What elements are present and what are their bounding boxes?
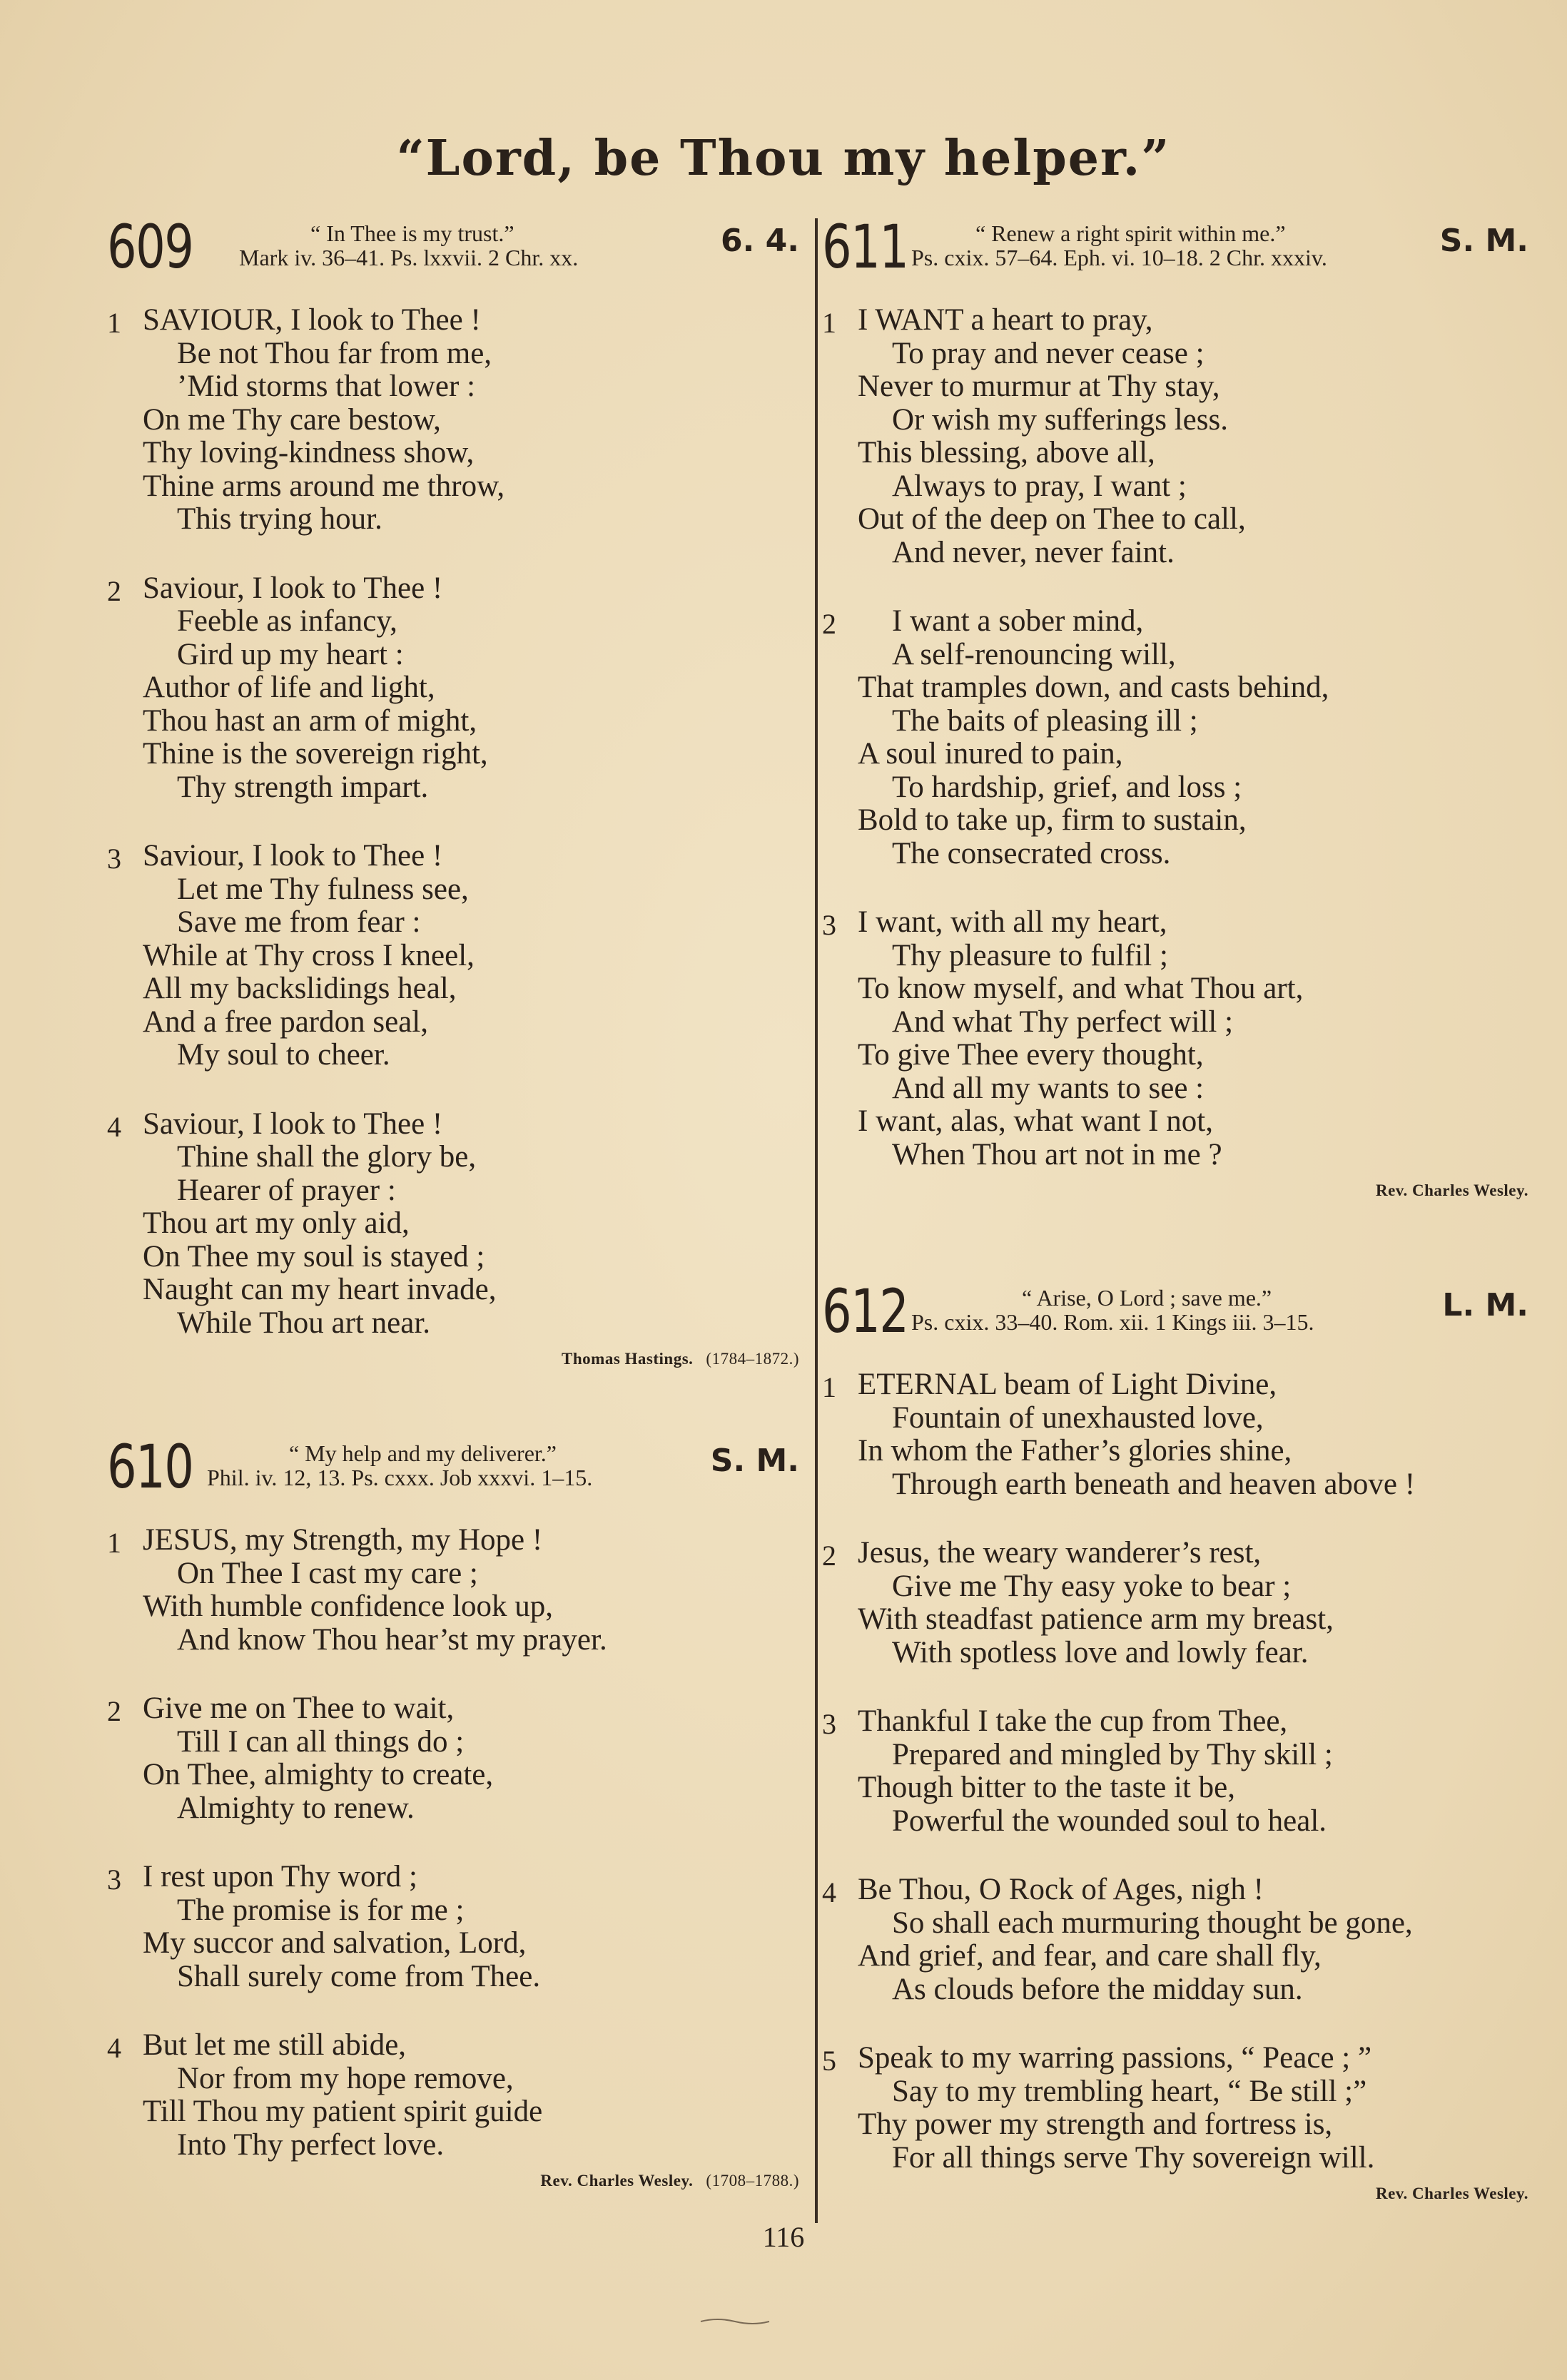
verse-line: Bold to take up, firm to sustain, — [858, 803, 1247, 837]
hymn-number: 612 — [822, 1276, 908, 1346]
hymn-author — [822, 1181, 1528, 1200]
verse-line: I want, with all my heart, — [858, 905, 1167, 939]
stanza — [107, 1108, 799, 1341]
hymn-number: 609 — [107, 212, 193, 282]
page-number: 116 — [762, 2221, 805, 2253]
stanza-number: 1 — [107, 1527, 121, 1559]
verse-line: While Thou art near. — [177, 1306, 431, 1340]
verse-line: Into Thy perfect love. — [177, 2127, 445, 2162]
scripture-references: Mark iv. 36–41. Ps. lxxvii. 2 Chr. xx. — [239, 245, 579, 270]
stanza — [107, 572, 799, 805]
hymn-meter: S. M. — [710, 1443, 799, 1479]
stanza-number: 3 — [107, 1863, 121, 1896]
hymn-motto: “ In Thee is my trust.” — [310, 220, 514, 246]
verse-line: While at Thy cross I kneel, — [143, 938, 475, 972]
verse-line: A soul inured to pain, — [858, 737, 1123, 771]
verse-line: Till I can all things do ; — [177, 1724, 465, 1759]
verse-line: To know myself, and what Thou art, — [858, 972, 1304, 1005]
running-title: “Lord, be Thou my helper.” — [396, 130, 1171, 187]
verse-line: Let me Thy fulness see, — [177, 872, 469, 906]
verse-line: Or wish my sufferings less. — [892, 402, 1228, 437]
stanza-number: 2 — [822, 1540, 836, 1572]
hymn-meter: 6. 4. — [721, 223, 799, 259]
stanza-number: 5 — [822, 2045, 836, 2077]
verse-line: Give me on Thee to wait, — [143, 1692, 455, 1725]
verse-line: A self-renouncing will, — [892, 637, 1176, 671]
hymn-number: 610 — [107, 1432, 193, 1502]
stanza — [822, 1705, 1528, 1838]
verse-line: I WANT a heart to pray, — [858, 303, 1153, 337]
verse-line: Hearer of prayer : — [177, 1173, 396, 1207]
verse-line: I want a sober mind, — [892, 604, 1144, 638]
scripture-references: Ps. cxix. 57–64. Eph. vi. 10–18. 2 Chr. xxxiv. — [911, 245, 1327, 270]
verse-line: Saviour, I look to Thee ! — [143, 1107, 443, 1141]
verse-line: ’Mid storms that lower : — [177, 370, 476, 403]
scripture-references: Phil. iv. 12, 13. Ps. cxxx. Job xxxvi. 1–15. — [207, 1465, 593, 1490]
verse-line: All my backslidings heal, — [143, 972, 457, 1005]
verse-line: For all things serve Thy sovereign will. — [892, 2140, 1375, 2175]
verse-line: Be Thou, O Rock of Ages, nigh ! — [858, 1873, 1264, 1906]
verse-line: My succor and salvation, Lord, — [143, 1926, 527, 1960]
stanza-number: 1 — [822, 1371, 836, 1403]
left-column — [107, 214, 799, 2190]
hymn-609 — [107, 214, 799, 1368]
verse-line: With steadfast patience arm my breast, — [858, 1602, 1334, 1636]
verse-line: Author of life and light, — [143, 671, 435, 704]
verse-line: Saviour, I look to Thee ! — [143, 839, 443, 873]
verse-line: Thy loving-kindness show, — [143, 436, 475, 469]
stanza-number: 1 — [107, 307, 121, 339]
verse-line: Gird up my heart : — [177, 637, 404, 671]
stanza — [107, 1524, 799, 1657]
hymn-610 — [107, 1434, 799, 2190]
verse-line: Thou art my only aid, — [143, 1206, 410, 1240]
verse-line: Thine arms around me throw, — [143, 469, 505, 503]
hymn-header — [107, 212, 799, 282]
hymn-meter: S. M. — [1439, 223, 1528, 259]
stanza — [822, 1537, 1528, 1669]
verse-line: Nor from my hope remove, — [177, 2061, 514, 2095]
verse-line: This trying hour. — [177, 502, 382, 536]
verse-line: On me Thy care bestow, — [143, 402, 441, 437]
verse-line: Saviour, I look to Thee ! — [143, 571, 443, 605]
verse-line: Through earth beneath and heaven above ! — [892, 1467, 1416, 1501]
hymn-611 — [822, 214, 1528, 1200]
stanza-number: 2 — [107, 1695, 121, 1727]
stanza-number: 4 — [107, 1110, 121, 1143]
stanza-number: 4 — [822, 1876, 836, 1908]
verse-line: ETERNAL beam of Light Divine, — [858, 1368, 1277, 1401]
hymn-meter: L. M. — [1442, 1287, 1528, 1323]
verse-line: Out of the deep on Thee to call, — [858, 502, 1246, 536]
stanza-number: 3 — [822, 909, 836, 941]
stanza — [822, 906, 1528, 1171]
right-column — [822, 214, 1528, 2203]
stanza — [107, 840, 799, 1072]
verse-line: On Thee, almighty to create, — [143, 1758, 494, 1791]
stanza — [822, 1873, 1528, 2006]
verse-line: Thy strength impart. — [177, 770, 429, 804]
author-name: Rev. Charles Wesley. — [540, 2172, 694, 2190]
stanza — [822, 304, 1528, 569]
verse-line: When Thou art not in me ? — [892, 1137, 1222, 1171]
verse-line: Never to murmur at Thy stay, — [858, 370, 1220, 403]
hymn-number: 611 — [822, 212, 908, 282]
verse-line: On Thee my soul is stayed ; — [143, 1239, 485, 1273]
verse-line: Save me from fear : — [177, 905, 421, 939]
verse-line: And never, never faint. — [892, 535, 1175, 569]
verse-line: Prepared and mingled by Thy skill ; — [892, 1737, 1333, 1771]
verse-line: As clouds before the midday sun. — [892, 1972, 1303, 2006]
stanza — [107, 2029, 799, 2162]
verse-line: Speak to my warring passions, “ Peace ; ” — [858, 2041, 1372, 2075]
hymn-author — [107, 2172, 799, 2190]
verse-line: Till Thou my patient spirit guide — [143, 2095, 543, 2128]
verse-line: With spotless love and lowly fear. — [892, 1635, 1309, 1669]
verse-line: To pray and never cease ; — [892, 336, 1205, 370]
stanza-number: 3 — [107, 843, 121, 875]
stanza — [107, 304, 799, 536]
verse-line: Powerful the wounded soul to heal. — [892, 1804, 1327, 1838]
verse-line: And what Thy perfect will ; — [892, 1005, 1234, 1039]
verse-line: Thy power my strength and fortress is, — [858, 2107, 1333, 2141]
verse-line: The consecrated cross. — [892, 836, 1171, 870]
verse-line: The baits of pleasing ill ; — [892, 703, 1198, 738]
verse-line: And know Thou hear’st my prayer. — [177, 1622, 607, 1657]
hymn-motto: “ My help and my deliverer.” — [289, 1440, 557, 1466]
hymn-author — [107, 1350, 799, 1368]
stanza — [822, 2042, 1528, 2175]
hymn-612 — [822, 1278, 1528, 2203]
stanza-number: 3 — [822, 1708, 836, 1740]
verse-line: Naught can my heart invade, — [143, 1273, 497, 1306]
verse-line: Be not Thou far from me, — [177, 336, 492, 370]
verse-line: My soul to cheer. — [177, 1038, 390, 1072]
verse-line: And grief, and fear, and care shall fly, — [858, 1939, 1322, 1973]
stanza-number: 1 — [822, 307, 836, 339]
stanza-number: 2 — [822, 608, 836, 640]
stanza — [107, 1692, 799, 1825]
verse-line: Thine is the sovereign right, — [143, 737, 488, 771]
hymn-header — [107, 1432, 799, 1502]
verse-line: This blessing, above all, — [858, 436, 1155, 469]
verse-line: And a free pardon seal, — [143, 1005, 428, 1039]
verse-line: That tramples down, and casts behind, — [858, 671, 1329, 704]
verse-line: Feeble as infancy, — [177, 604, 397, 638]
stanza — [822, 605, 1528, 870]
verse-line: I rest upon Thy word ; — [143, 1860, 417, 1893]
verse-line: So shall each murmuring thought be gone, — [892, 1906, 1413, 1940]
verse-line: To hardship, grief, and loss ; — [892, 770, 1242, 804]
verse-line: Always to pray, I want ; — [892, 469, 1187, 503]
verse-line: With humble confidence look up, — [143, 1590, 554, 1623]
scripture-references: Ps. cxix. 33–40. Rom. xii. 1 Kings iii. 3–15. — [911, 1309, 1314, 1335]
verse-line: On Thee I cast my care ; — [177, 1556, 478, 1590]
stanza-number: 4 — [107, 2032, 121, 2064]
hymn-author — [822, 2185, 1528, 2203]
verse-line: Though bitter to the taste it be, — [858, 1771, 1236, 1804]
column-divider — [815, 218, 818, 2223]
verse-line: In whom the Father’s glories shine, — [858, 1434, 1292, 1468]
author-name: Thomas Hastings. — [562, 1350, 694, 1368]
verse-line: To give Thee every thought, — [858, 1038, 1204, 1072]
verse-line: Say to my trembling heart, “ Be still ;” — [892, 2074, 1367, 2108]
hymn-motto: “ Arise, O Lord ; save me.” — [1022, 1285, 1272, 1311]
author-dates: (1784–1872.) — [706, 1350, 799, 1368]
author-name: Rev. Charles Wesley. — [1375, 2185, 1528, 2202]
stanza-number: 2 — [107, 574, 121, 607]
verse-line: Thankful I take the cup from Thee, — [858, 1704, 1288, 1738]
verse-line: Thou hast an arm of might, — [143, 703, 477, 738]
verse-line: And all my wants to see : — [892, 1071, 1205, 1105]
verse-line: JESUS, my Strength, my Hope ! — [143, 1523, 543, 1557]
stanza — [107, 1861, 799, 1993]
verse-line: I want, alas, what want I not, — [858, 1104, 1213, 1138]
verse-line: But let me still abide, — [143, 2028, 407, 2062]
verse-line: Almighty to renew. — [177, 1791, 415, 1825]
verse-line: Jesus, the weary wanderer’s rest, — [858, 1536, 1262, 1570]
verse-line: Fountain of unexhausted love, — [892, 1400, 1264, 1435]
verse-line: Thine shall the glory be, — [177, 1140, 477, 1174]
verse-line: Shall surely come from Thee. — [177, 1959, 541, 1993]
author-dates: (1708–1788.) — [706, 2172, 799, 2190]
verse-line: The promise is for me ; — [177, 1893, 465, 1927]
decorative-ornament — [699, 2317, 771, 2326]
verse-line: Thy pleasure to fulfil ; — [892, 938, 1168, 972]
author-name: Rev. Charles Wesley. — [1375, 1181, 1528, 1199]
verse-line: SAVIOUR, I look to Thee ! — [143, 303, 481, 337]
verse-line: Give me Thy easy yoke to bear ; — [892, 1569, 1292, 1603]
hymn-motto: “ Renew a right spirit within me.” — [975, 220, 1286, 246]
hymn-header — [822, 212, 1528, 282]
stanza — [822, 1368, 1528, 1501]
hymn-header — [822, 1276, 1528, 1346]
